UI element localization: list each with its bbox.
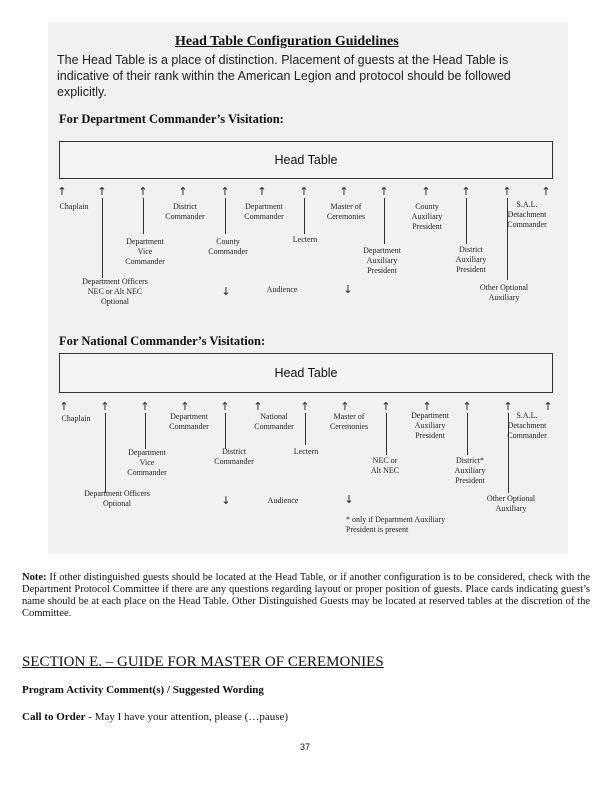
up-arrow-icon: ↑ (180, 400, 190, 413)
seat-label: Department Commander (169, 412, 209, 431)
seat-label: Other Optional Auxiliary (486, 494, 536, 513)
up-arrow-icon: ↑ (541, 185, 551, 198)
seat-label: District* Auxiliary President (454, 456, 486, 485)
up-arrow-icon: ↑ (59, 400, 69, 413)
up-arrow-icon: ↑ (422, 400, 432, 413)
connector-line (384, 198, 385, 244)
seat-label: Other Optional Auxiliary (479, 283, 529, 302)
up-arrow-icon: ↑ (543, 400, 553, 413)
seat-label: Department Vice Commander (125, 237, 165, 266)
up-arrow-icon: ↑ (339, 185, 349, 198)
up-arrow-icon: ↑ (381, 400, 391, 413)
seat-label: District Auxiliary President (455, 245, 487, 274)
call-to-order-label: Call to Order (22, 711, 86, 723)
call-to-order-text: - May I have your attention, please (…pause) (85, 711, 289, 723)
seat-label: Master of Ceremonies (329, 412, 369, 431)
down-arrow-icon: ↓ (221, 285, 231, 298)
up-arrow-icon: ↑ (462, 400, 472, 413)
seat-label: Audience (266, 285, 298, 294)
seat-label: National Commander (254, 412, 294, 431)
up-arrow-icon: ↑ (140, 400, 150, 413)
program-activity-heading: Program Activity Comment(s) / Suggested Wording (22, 684, 264, 696)
up-arrow-icon: ↑ (379, 185, 389, 198)
department-head-table (59, 141, 553, 179)
seat-label: County Commander (208, 237, 248, 256)
seat-label: District Commander (165, 202, 205, 221)
seat-label: Audience (267, 496, 299, 505)
connector-line (305, 413, 306, 445)
note-paragraph (22, 572, 590, 620)
note-text: If other distinguished guests should be located at the Head Table, or if another configuration is to be considered, check with the Department Protocol Committee if there are any questions regarding layout or proper position of guests. Place cards indicating guest’s name should be at each place on the Head Table. Other Distinguished Guests may be located at reserved tables at the discretion of the Committee. (22, 572, 590, 619)
down-arrow-icon: ↓ (344, 493, 354, 506)
connector-line (386, 413, 387, 455)
connector-line (145, 413, 146, 449)
connector-line (304, 198, 305, 234)
seat-label: Department Auxiliary President (363, 246, 401, 275)
note-label: Note: (22, 572, 47, 583)
up-arrow-icon: ↑ (57, 185, 67, 198)
connector-line (105, 413, 106, 493)
up-arrow-icon: ↑ (253, 400, 263, 413)
call-to-order-line (22, 711, 288, 723)
seat-label: Chaplain (59, 202, 89, 211)
seat-label: Department Officers NEC or Alt NEC Optional (82, 277, 148, 306)
up-arrow-icon: ↑ (300, 400, 310, 413)
up-arrow-icon: ↑ (138, 185, 148, 198)
down-arrow-icon: ↓ (343, 283, 353, 296)
down-arrow-icon: ↓ (221, 494, 231, 507)
up-arrow-icon: ↑ (461, 185, 471, 198)
up-arrow-icon: ↑ (503, 400, 513, 413)
seat-label: Department Officers Optional (84, 489, 150, 508)
up-arrow-icon: ↑ (100, 400, 110, 413)
seat-label: Lectern (292, 235, 318, 244)
page-number: 37 (300, 742, 311, 752)
up-arrow-icon: ↑ (340, 400, 350, 413)
connector-line (467, 413, 468, 455)
seat-label: Department Commander (244, 202, 284, 221)
seat-label: Lectern (293, 447, 319, 456)
footnote: * only if Department Auxiliary President is present (346, 515, 446, 534)
connector-line (466, 198, 467, 244)
seat-label: Chaplain (61, 414, 91, 423)
department-heading: For Department Commander’s Visitation: (59, 112, 284, 126)
section-e-title: SECTION E. – GUIDE FOR MASTER OF CEREMONIES (22, 654, 384, 670)
up-arrow-icon: ↑ (421, 185, 431, 198)
connector-line (225, 198, 226, 234)
up-arrow-icon: ↑ (97, 185, 107, 198)
connector-line (102, 198, 103, 278)
guidelines-title: Head Table Configuration Guidelines (175, 34, 399, 49)
connector-line (225, 413, 226, 449)
seat-label: S.A.L. Detachment Commander (507, 200, 547, 229)
department-head-table-label: Head Table (274, 153, 338, 167)
seat-label: Master of Ceremonies (326, 202, 366, 221)
seat-label: Department Vice Commander (127, 448, 167, 477)
up-arrow-icon: ↑ (299, 185, 309, 198)
seat-label: District Commander (214, 447, 254, 466)
guidelines-intro: The Head Table is a place of distinction. Placement of guests at the Head Table is indicative of their rank within the American Legion and protocol should be followed explicitly. (57, 53, 511, 99)
up-arrow-icon: ↑ (178, 185, 188, 198)
connector-line (143, 198, 144, 234)
seat-label: Department Auxiliary President (411, 411, 449, 440)
seat-label: County Auxiliary President (411, 202, 443, 231)
seat-label: NEC or Alt NEC (370, 456, 400, 475)
up-arrow-icon: ↑ (257, 185, 267, 198)
up-arrow-icon: ↑ (220, 400, 230, 413)
seat-label: S.A.L. Detachment Commander (507, 411, 547, 440)
national-head-table-label: Head Table (274, 366, 338, 380)
national-heading: For National Commander’s Visitation: (59, 334, 266, 348)
national-head-table (59, 353, 553, 393)
up-arrow-icon: ↑ (220, 185, 230, 198)
up-arrow-icon: ↑ (502, 185, 512, 198)
